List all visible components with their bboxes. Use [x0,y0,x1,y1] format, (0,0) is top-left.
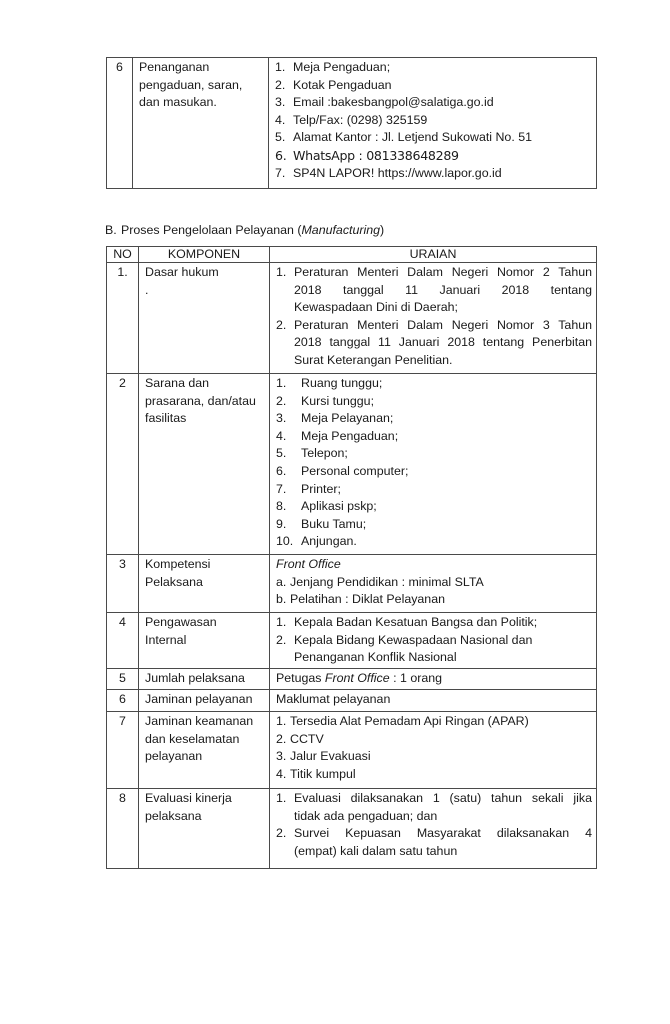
list-item [276,498,592,516]
text-n: 7. [275,165,286,180]
text-text: Meja Pelayanan; [301,411,394,426]
text-komponen: dan keselamatan [145,731,240,746]
list-item [276,428,592,446]
text-text: Email :bakesbangpol@salatiga.go.id [293,95,494,110]
text-text: Meja Pengaduan; [301,428,399,443]
text-n: 2. [276,731,287,746]
row-number [107,669,139,690]
uraian-cell [270,789,597,869]
text-span [294,317,592,370]
uraian-cell [270,669,597,690]
text-komponen: dan masukan. [139,95,217,110]
table-header-row [107,247,597,263]
text-no: 2 [119,376,126,390]
uraian-cell [270,263,597,374]
uraian-cell [270,374,597,555]
text-komponen: . [145,282,149,297]
list-item [276,533,592,551]
text-lines: Peraturan Menteri Dalam Negeri Nomor 2 Tahun [294,265,592,279]
text-no: 6 [119,692,126,706]
text-komponen: Penanganan [139,60,210,74]
text-komponen: Sarana dan [145,376,210,390]
table-row [107,690,597,712]
table-row [107,669,597,690]
text-komponen: pengaduan, saran, [139,77,243,92]
list-item [276,713,592,731]
text-text: Printer; [301,481,341,496]
uraian-cell [270,712,597,789]
text-text: Meja Pengaduan; [293,60,391,74]
table-row [107,789,597,869]
text-lines: Kepala Bidang Kewaspadaan Nasional dan [294,632,533,647]
row-number [107,555,139,613]
text-n: 2. [276,632,287,647]
table-row [107,263,597,374]
text-n: 1. [276,791,287,805]
text-n: 6. [276,463,287,478]
header-no: NO [107,247,139,263]
text-text: Jalur Evakuasi [290,749,371,764]
row-number [107,712,139,789]
text-text: Jenjang Pendidikan : minimal SLTA [290,574,484,589]
list-item [276,591,592,609]
komponen-cell [139,712,270,789]
list-item [276,825,592,860]
text-span [276,670,592,688]
header-komponen: KOMPONEN [139,247,270,263]
text-lines: (empat) kali dalam satu tahun [294,843,458,858]
text-no: 6 [116,60,123,74]
text-komponen: pelaksana [145,808,202,823]
text-n: 10. [276,534,294,549]
row-number [107,58,133,189]
text-n: 9. [276,516,287,531]
list-item-lapor [275,165,592,183]
list-item [276,790,592,825]
text-text: Tersedia Alat Pemadam Api Ringan (APAR) [290,714,529,728]
table-row [107,58,597,189]
text-n: 1. [276,714,287,728]
komponen-cell [139,613,270,669]
text-lines: 2018 tanggal 11 Januari 2018 tentang [294,282,592,297]
text-n: 5. [276,446,287,461]
text-n: 1. [276,376,287,390]
text-n: 6. [275,147,287,163]
list-item [276,393,592,411]
text-n: 8. [276,499,287,514]
list-item [276,574,592,592]
komponen-cell [139,263,270,374]
komponen-cell [139,374,270,555]
list-item [276,463,592,481]
list-item-email [275,94,592,112]
text-no: 5 [119,671,126,685]
text-n: 4. [275,112,286,127]
text-n: 2. [276,826,287,841]
text-komponen: Kompetensi [145,557,211,571]
text-lines: tidak ada pengaduan; dan [294,808,438,823]
text-lines: Kepala Badan Kesatuan Bangsa dan Politik; [294,615,538,629]
text-komponen: Jaminan pelayanan [145,692,253,706]
text-text: Kursi tunggu; [301,393,375,408]
text-text: SP4N LAPOR! https://www.lapor.go.id [293,165,502,180]
uraian-cell [269,58,597,189]
text-komponen: Evaluasi kinerja [145,791,232,805]
text-komponen: prasarana, dan/atau [145,393,256,408]
text-lines: Surat Keterangan Penelitian. [294,352,453,367]
text-span [294,614,592,632]
text-italic: Front Office [324,671,390,685]
text-komponen: Jumlah pelaksana [145,671,245,685]
list-item [276,410,592,428]
text-text: Aplikasi pskp; [301,499,377,514]
text-uraian-text: Maklumat pelayanan [276,692,391,706]
list-item [276,614,592,632]
text-title-end: ) [380,223,385,237]
text-text: Titik kumpul [290,766,356,781]
komponen-cell [139,555,270,613]
text-n: 3. [275,95,286,110]
front-office-heading: Front Office [276,557,341,571]
list-item [276,445,592,463]
text-n: 2. [276,393,287,408]
list-item-whatsapp [275,147,592,165]
text-no: 8 [119,791,126,805]
text-n: 1. [275,60,286,74]
section-title [105,223,384,237]
text-n: 7. [276,481,287,496]
text-post: : 1 orang [389,671,443,685]
text-text: Kotak Pengaduan [293,77,392,92]
text-text: Buku Tamu; [301,516,367,531]
text-text: Personal computer; [301,463,409,478]
text-no: 3 [119,557,126,571]
text-title-italic: Manufacturing [301,223,381,237]
list-item [276,731,592,749]
list-item [276,375,592,393]
text-letter: B. [105,223,117,237]
text-lines: Evaluasi dilaksanakan 1 (satu) tahun sekali jika [294,791,592,805]
manufacturing-table [106,246,597,869]
text-text: Anjungan. [301,534,357,549]
text-span [276,556,592,574]
text-n: 5. [275,130,286,145]
uraian-cell [270,613,597,669]
header-uraian: URAIAN [270,247,597,263]
text-komponen: Jaminan keamanan [145,714,254,728]
text-title: Proses Pengelolaan Pelayanan ( [121,223,302,237]
text-text: Alamat Kantor : Jl. Letjend Sukowati No. 51 [293,130,532,145]
service-delivery-table-continuation [106,57,597,189]
table-row [107,712,597,789]
text-text: Pelatihan : Diklat Pelayanan [290,592,445,607]
list-item [276,632,592,667]
list-item-phone [275,112,592,130]
text-lines: 2018 tanggal 11 Januari 2018 tentang Penerbitan [294,335,592,350]
text-komponen: fasilitas [145,411,187,426]
text-n: a. [276,574,287,589]
text-n: 1. [276,615,287,629]
text-span [107,58,597,189]
list-item [276,317,592,370]
uraian-cell [270,690,597,712]
row-number [107,263,139,374]
text-komponen: Dasar hukum [145,265,219,279]
list-item [276,264,592,317]
text-span [107,247,597,869]
row-number [107,789,139,869]
text-komponen: Pengawasan [145,615,217,629]
text-no: 1. [117,265,128,279]
text-text: WhatsApp : 081338648289 [293,147,459,163]
table-row [107,555,597,613]
text-span [294,632,592,667]
text-n: 3. [276,411,287,426]
text-text: Telp/Fax: (0298) 325159 [293,112,428,127]
list-item [276,766,592,784]
list-item [276,481,592,499]
komponen-cell [139,690,270,712]
row-number [107,690,139,712]
text-lines: Kewaspadaan Dini di Daerah; [294,300,458,315]
table-row [107,374,597,555]
text-pre: Petugas [276,671,325,685]
text-n: 2. [276,317,287,332]
list-item [275,59,592,77]
text-komponen: Internal [145,632,187,647]
text-komponen: pelayanan [145,749,203,764]
row-number [107,374,139,555]
text-span [294,264,592,317]
text-no: 7 [119,714,126,728]
text-n: 2. [275,77,286,92]
text-n: b. [276,592,287,607]
text-text: Ruang tunggu; [301,376,383,390]
text-span [294,790,592,825]
text-lines: Peraturan Menteri Dalam Negeri Nomor 3 Tahun [294,317,592,332]
komponen-cell [139,789,270,869]
list-item [276,516,592,534]
text-n: 1. [276,265,287,279]
text-text: Telepon; [301,446,348,461]
list-item [275,77,592,95]
text-n: 4. [276,428,287,443]
text-no: 4 [119,615,126,629]
list-item [276,748,592,766]
text-span [294,825,592,860]
uraian-cell [270,555,597,613]
text-komponen: Pelaksana [145,574,203,589]
text-n: 3. [276,749,287,764]
text-n: 4. [276,766,287,781]
text-lines: Penanganan Konflik Nasional [294,650,457,665]
row-number [107,613,139,669]
text-lines: Survei Kepuasan Masyarakat dilaksanakan 4 [294,826,592,841]
komponen-cell [139,669,270,690]
komponen-cell [133,58,269,189]
text-text: CCTV [290,731,324,746]
table-row [107,613,597,669]
list-item-address [275,129,592,147]
